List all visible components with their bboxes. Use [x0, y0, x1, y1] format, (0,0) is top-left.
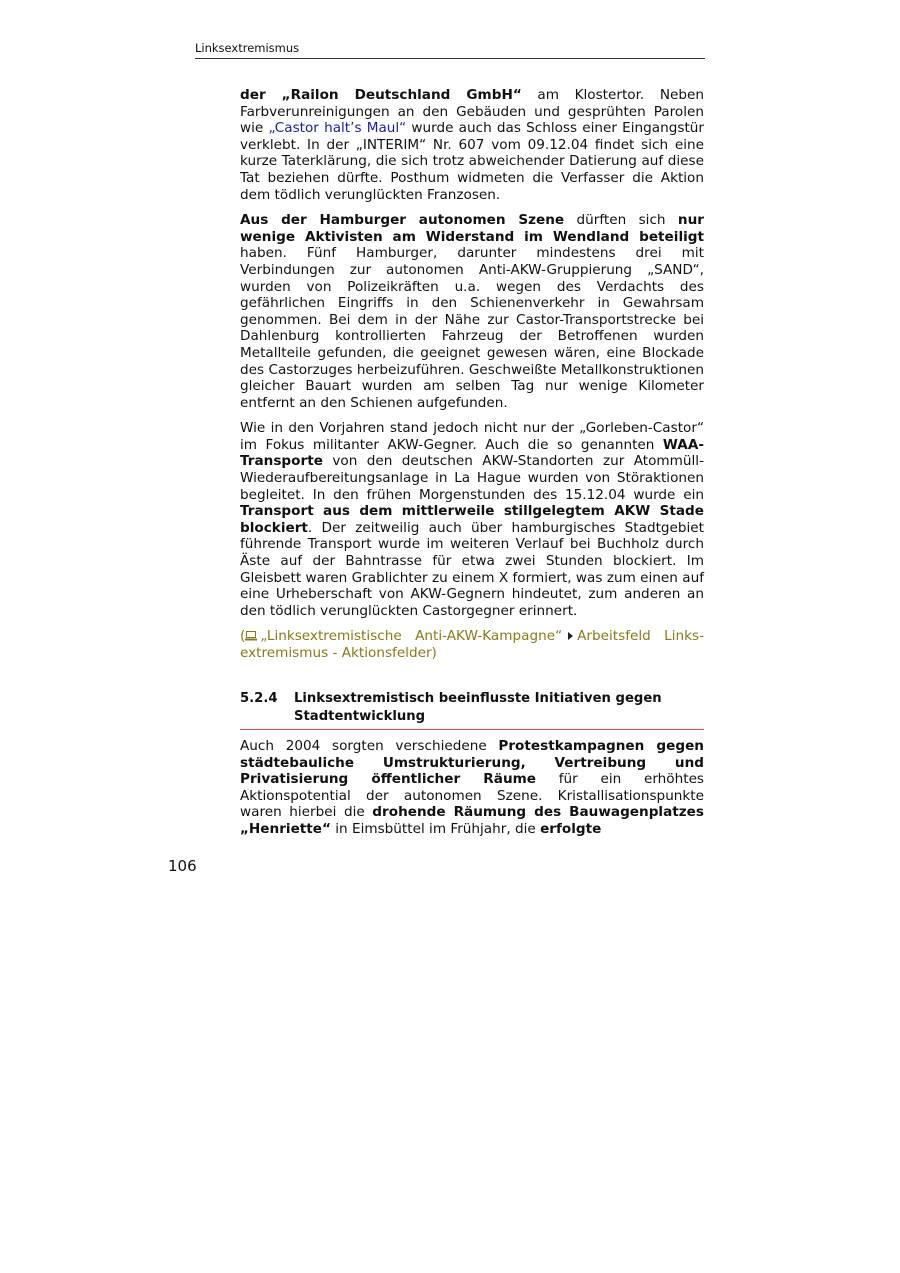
quote-highlight: „Castor halt’s Maul“ [268, 120, 407, 137]
body-text [240, 87, 704, 662]
running-title: Linksextremismus [195, 41, 300, 55]
xref-link-campaign[interactable]: „Linksextremistische Anti-AKW-Kampagne“ [260, 628, 563, 645]
page-number: 106 [168, 857, 197, 875]
cross-reference [240, 628, 704, 661]
text-segment: für ein erhöhtes Aktionspotential der autonomen Szene. Kristallisationspunkte waren hierbei die [240, 771, 705, 821]
text-segment: am Klostertor. Neben Farbverunreinigungen an den Gebäuden und gesprühten Parolen wie [240, 87, 705, 137]
text-segment: drohende Räumung des Bauwagenplatzes „Henriette“ [240, 804, 704, 837]
section-number: 5.2.4 [240, 691, 278, 706]
computer-icon [245, 631, 257, 641]
text-segment: WAA-Transporte [240, 436, 704, 470]
text-segment: nur wenige Aktivisten am Widerstand im Wendland beteiligt [240, 212, 704, 245]
text-segment: wurde auch das Schloss einer Eingangstür verklebt. In der „INTERIM“ Nr. 607 vom 09.12.04 findet sich eine kurze Taterklärung, die sich trotz abweichender Datierung auf diese Tat beziehen dürfte. Posthum widmeten die Verfasser die Aktion dem tödlich verunglückten Franzosen. [240, 120, 704, 203]
arrow-right-icon [568, 632, 573, 640]
text-segment: haben. Fünf Hamburger, darunter mindestens drei mit Verbindungen zur autonomen Anti-AKW-Gruppierung „SAND“, wurden von Polizeikräften u.a. wegen des Verdachts des gefährlichen Eingriffs in den Schienenverkehr in Gewahrsam genommen. Bei dem in der Nähe zur Castor-Transportstrecke bei Dahlenburg kontrollierten Fahrzeug der Betroffenen wurden Metallteile gefunden, die geeignet gewesen wären, eine Blockade des Castorzuges herbeizuführen. Geschweißte Metallkonstruktionen gleicher Bauart wurden am selben Tag nur wenige Kilometer entfernt an den Schienen aufgefunden. [240, 245, 704, 411]
section-title: Linksextremistisch beeinflusste Initiativen gegen Stadtentwicklung [294, 691, 662, 724]
text-segment: erfolgte [540, 820, 602, 837]
text-segment: in Eimsbüttel im Frühjahr, die [330, 820, 541, 837]
section-body-text [240, 738, 704, 847]
paragraph-2 [240, 212, 704, 411]
text-segment: der „Railon Deutschland GmbH“ [240, 87, 522, 103]
text-segment: Auch 2004 sorgten verschiedene [240, 738, 499, 754]
section-paragraph [240, 738, 704, 838]
text-segment: Protestkampagnen gegen städtebauliche Umstrukturierung, Vertreibung und Privatisierung öffentlicher Räume [240, 738, 704, 788]
text-segment: von den deutschen AKW-Standorten zur Atommüll-Wiederaufbereitungsanlage in La Hague wurden von Störaktionen begleitet. In den frühen Morgenstunden des 15.12.04 wurde ein [240, 453, 704, 503]
paragraph-3 [240, 420, 704, 619]
xref-open-paren: ( [240, 628, 246, 645]
text-segment: . Der zeitweilig auch über hamburgisches Stadtgebiet führende Transport wurde im weiteren Verlauf bei Buchholz durch Äste auf der Bahntrasse für etwa zwei Stunden blockiert. Im Gleisbett waren Grablichter zu einem X formiert, was zum einen auf eine Urheberschaft von AKW-Gegnern hindeutet, zum anderen an den tödlich verunglückten Castorgegner erinnert. [240, 519, 704, 619]
section-heading [240, 690, 704, 730]
text-segment: dürften sich [564, 212, 678, 229]
running-header [195, 41, 705, 59]
paragraph-1 [240, 87, 704, 203]
text-segment: Aus der Hamburger autonomen Szene [240, 212, 565, 229]
text-segment: Transport aus dem mittlerweile stillgelegtem AKW Stade blockiert [240, 503, 704, 536]
xref-link-arbeitsfeld[interactable]: Arbeitsfeld Linksextremismus - Aktionsfelder) [240, 628, 704, 661]
text-segment: Wie in den Vorjahren stand jedoch nicht nur der „Gorleben-Castor“ im Fokus militanter AKW-Gegner. Auch die so genannten [240, 420, 704, 453]
